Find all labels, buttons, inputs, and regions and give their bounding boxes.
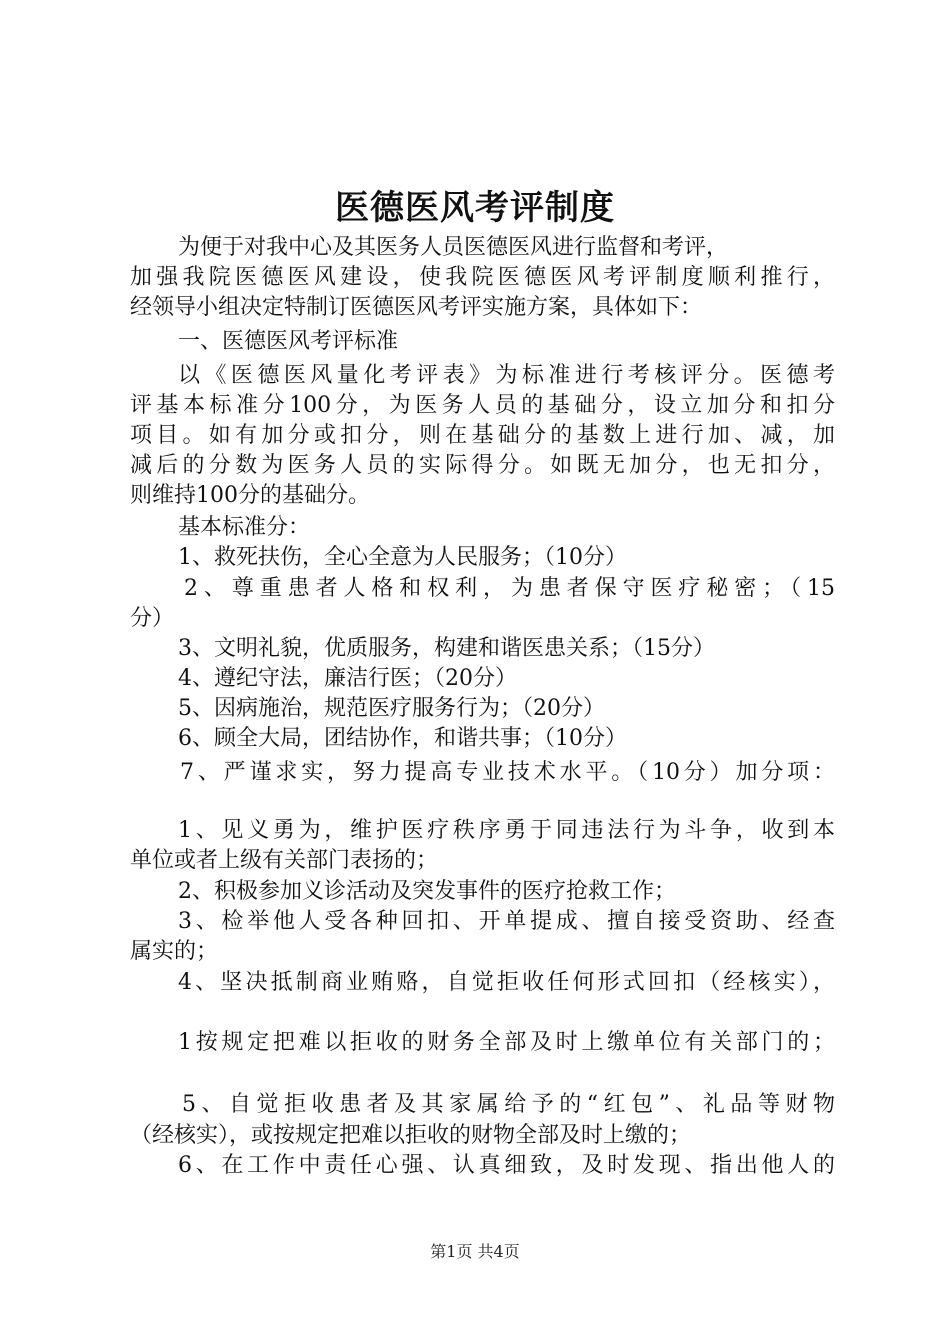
list-item: 1、救死扶伤，全心全意为人民服务；（10分） (178, 545, 627, 570)
list-item: 3、文明礼貌，优质服务，构建和谐医患关系；（15分） (178, 636, 715, 661)
list-item: 6、在工作中责任心强、认真细致，及时发现、指出他人的 (178, 1153, 835, 1178)
paragraph-line: 项目。如有加分或扣分，则在基础分的基数上进行加、减，加 (130, 423, 835, 448)
list-item: 4、遵纪守法，廉洁行医；（20分） (178, 666, 517, 691)
paragraph-line: 以《医德医风量化考评表》为标准进行考核评分。医德考 (178, 363, 835, 388)
list-item-continuation: （经核实），或按规定把难以拒收的财物全部及时上缴的； (130, 1123, 692, 1148)
list-item: 5、自觉拒收患者及其家属给予的“红包”、礼品等财物 (182, 1092, 835, 1117)
list-item-continuation: 属实的； (130, 939, 219, 964)
paragraph-line: 加强我院医德医风建设，使我院医德医风考评制度顺利推行， (130, 265, 835, 290)
list-item: 3、检举他人受各种回扣、开单提成、擅自接受资助、经查 (178, 909, 835, 934)
list-item: 7、严谨求实，努力提高专业技术水平。（10分）加分项： (180, 760, 835, 785)
paragraph-line: 为便于对我中心及其医务人员医德医风进行监督和考评， (178, 235, 729, 260)
page-footer: 第1页 共4页 (430, 1242, 520, 1261)
paragraph-line: 则维持100分的基础分。 (130, 483, 370, 508)
list-item-continuation: 单位或者上级有关部门表扬的； (130, 848, 439, 873)
paragraph-line: 评基本标准分100分，为医务人员的基础分，设立加分和扣分 (130, 393, 835, 418)
list-item: 6、顾全大局，团结协作，和谐共事；（10分） (178, 726, 627, 751)
paragraph-line: 减后的分数为医务人员的实际得分。如既无加分，也无扣分， (130, 453, 835, 478)
list-heading: 基本标准分： (178, 515, 311, 540)
paragraph-line: 经领导小组决定特制订医德医风考评实施方案，具体如下： (130, 295, 703, 320)
list-item-continuation: 分） (130, 606, 175, 631)
section-heading: 一、医德医风考评标准 (178, 329, 399, 354)
document-title: 医德医风考评制度 (335, 188, 615, 228)
list-item: 5、因病施治，规范医疗服务行为；（20分） (178, 696, 605, 721)
list-item: 1、见义勇为，维护医疗秩序勇于同违法行为斗争，收到本 (178, 818, 835, 843)
list-item: 2、尊重患者人格和权利，为患者保守医疗秘密；（15 (184, 576, 835, 601)
list-item: 4、坚决抵制商业贿赂，自觉拒收任何形式回扣（经核实）， (178, 970, 835, 995)
list-item: 1按规定把难以拒收的财务全部及时上缴单位有关部门的； (178, 1030, 835, 1055)
list-item: 2、积极参加义诊活动及突发事件的医疗抢救工作； (178, 879, 676, 904)
